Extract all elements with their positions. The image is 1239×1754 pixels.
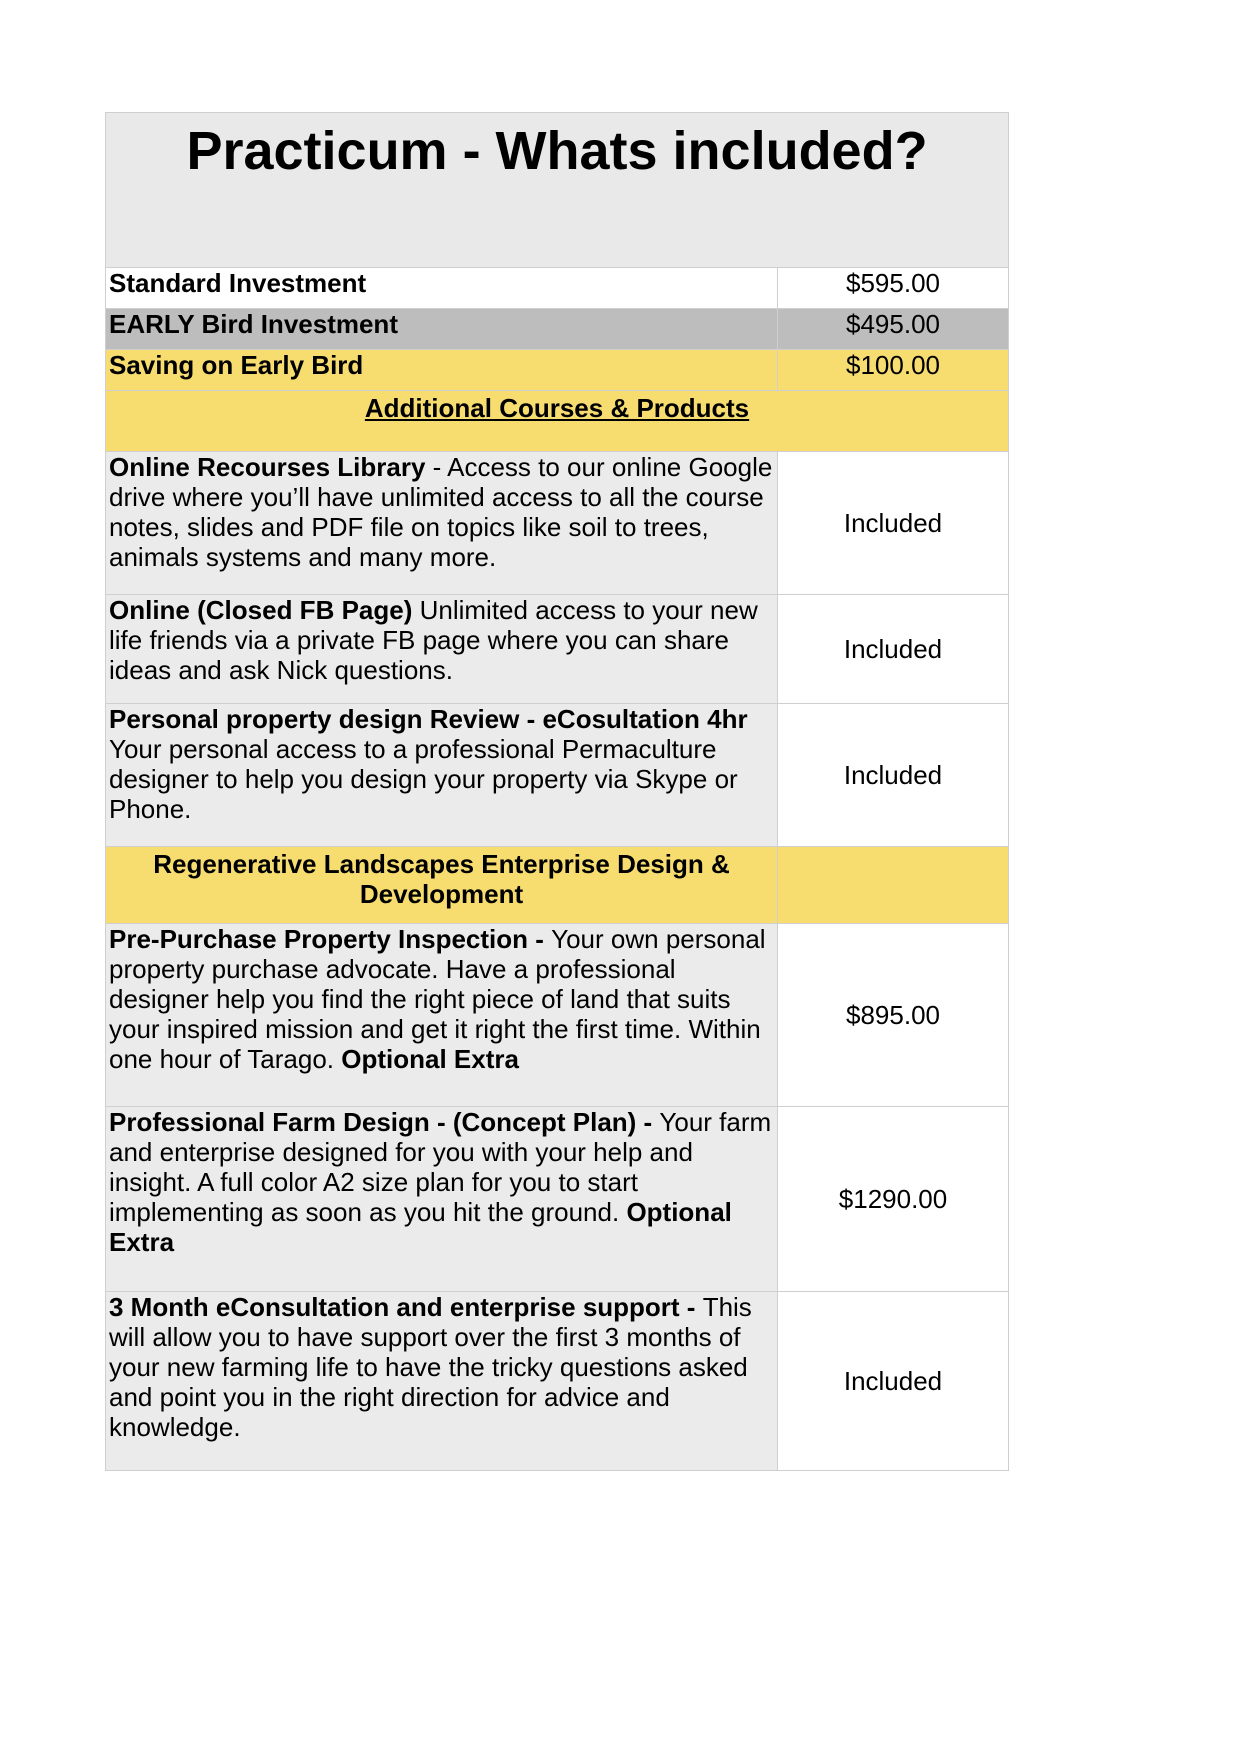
page-title: Practicum - Whats included? <box>186 121 928 181</box>
pricing-label: Standard Investment <box>106 268 778 309</box>
pricing-row-saving <box>106 350 1009 391</box>
item-desc: This will allow you to have support over the first 3 months of your new farming life to have the tricky questions asked and point you in the right direction for advice and knowledge. <box>109 1292 752 1442</box>
item-name: Professional Farm Design - (Concept Plan) - <box>109 1107 660 1137</box>
item-value: $1290.00 <box>778 1107 1009 1292</box>
item-description <box>106 924 778 1107</box>
section-header-row <box>106 391 1009 452</box>
item-description <box>106 452 778 595</box>
title-cell <box>106 113 1009 268</box>
item-desc: Unlimited access to your new life friends via a private FB page where you can share ideas and ask Nick questions. <box>109 595 758 685</box>
pricing-row-standard <box>106 268 1009 309</box>
pricing-label: Saving on Early Bird <box>106 350 778 391</box>
subsection-empty-cell <box>778 847 1009 924</box>
pricing-row-early-bird <box>106 309 1009 350</box>
subsection-header-row <box>106 847 1009 924</box>
item-description <box>106 1292 778 1471</box>
item-row <box>106 595 1009 704</box>
item-desc: Your farm and enterprise designed for you with your help and insight. A full color A2 size plan for you to start implementing as soon as you hit the ground. <box>109 1107 772 1227</box>
item-extra: Optional Extra <box>341 1044 519 1074</box>
section-title: Additional Courses & Products <box>106 391 1009 452</box>
item-desc: Your personal access to a professional Permaculture designer to help you design your property via Skype or Phone. <box>109 734 738 824</box>
item-description <box>106 1107 778 1292</box>
item-extra: Optional Extra <box>109 1197 732 1257</box>
item-name: Online Recourses Library <box>109 452 426 482</box>
item-row <box>106 1292 1009 1471</box>
title-row <box>106 113 1009 268</box>
item-row <box>106 452 1009 595</box>
inclusions-table <box>105 112 1009 1471</box>
pricing-value: $100.00 <box>778 350 1009 391</box>
item-value: $895.00 <box>778 924 1009 1107</box>
item-value: Included <box>778 1292 1009 1471</box>
item-value: Included <box>778 704 1009 847</box>
item-row <box>106 1107 1009 1292</box>
item-name: Pre-Purchase Property Inspection - <box>109 924 552 954</box>
item-description <box>106 595 778 704</box>
item-name: Online (Closed FB Page) <box>109 595 413 625</box>
item-value: Included <box>778 595 1009 704</box>
item-description <box>106 704 778 847</box>
item-value: Included <box>778 452 1009 595</box>
pricing-value: $595.00 <box>778 268 1009 309</box>
item-desc: - Access to our online Google drive where you’ll have unlimited access to all the course notes, slides and PDF file on topics like soil to trees, animals systems and many more. <box>109 452 773 572</box>
item-desc: Your own personal property purchase advocate. Have a professional designer help you find the right piece of land that suits your inspired mission and get it right the first time. Within one hour of Tarago. <box>109 924 766 1074</box>
item-name: Personal property design Review - eCosultation 4hr <box>109 704 748 734</box>
item-name: 3 Month eConsultation and enterprise support - <box>109 1292 703 1322</box>
pricing-value: $495.00 <box>778 309 1009 350</box>
pricing-label: EARLY Bird Investment <box>106 309 778 350</box>
subsection-title: Regenerative Landscapes Enterprise Design & Development <box>106 847 778 924</box>
inclusions-sheet <box>105 112 1008 1471</box>
item-row <box>106 704 1009 847</box>
item-row <box>106 924 1009 1107</box>
